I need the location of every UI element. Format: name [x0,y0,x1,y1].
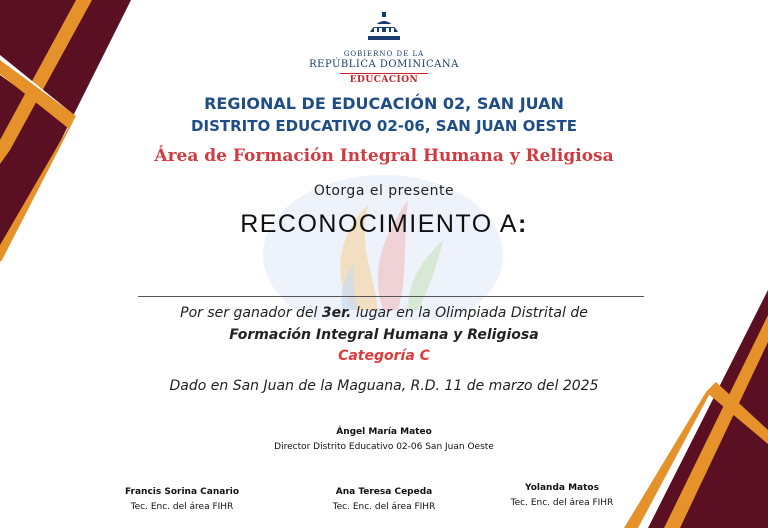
body-line-ganador [0,305,768,321]
logo-line-republica: REPÚBLICA DOMINICANA [309,59,459,70]
body-line-ganador-after: lugar en la Olimpiada Distrital de [351,305,588,321]
bottom-right-maroon-band [648,290,768,528]
reconocimiento-title [0,210,768,239]
signature-director-name: Ángel María Mateo [336,427,432,437]
signature-director-role: Director Distrito Educativo 02-06 San Juan Oeste [274,442,494,452]
signature-right [472,483,652,508]
reconocimiento-text: RECONOCIMIENTO A [240,210,518,238]
recipient-name-line [138,296,644,297]
signature-center-name: Ana Teresa Cepeda [335,487,433,497]
government-logo [300,10,468,90]
distrito-title: DISTRITO EDUCATIVO 02-06, SAN JUAN OESTE [191,117,577,135]
signature-left-role: Tec. Enc. del área FIHR [130,502,234,512]
signature-left-name: Francis Sorina Canario [124,487,240,497]
body-line-fecha: Dado en San Juan de la Maguana, R.D. 11 de marzo del 2025 [169,378,599,394]
area-title: Área de Formación Integral Humana y Religiosa [154,146,614,166]
body-line-formacion: Formación Integral Humana y Religiosa [229,327,539,343]
logo-line-educacion: EDUCACIÓN [349,75,419,85]
otorga-text: Otorga el presente [313,183,455,199]
signature-right-name: Yolanda Matos [525,483,599,493]
signature-director [234,427,534,452]
logo-line-gobierno: GOBIERNO DE LA [343,50,425,58]
signature-right-role: Tec. Enc. del área FIHR [510,498,614,508]
signature-center-role: Tec. Enc. del área FIHR [332,502,436,512]
body-line-ganador-place: 3er. [321,305,352,321]
body-line-ganador-before: Por ser ganador del [180,305,322,321]
signature-center [294,487,474,512]
body-line-categoria: Categoría C [338,348,430,364]
coat-of-arms-icon [300,10,468,44]
reconocimiento-colon: : [517,210,528,238]
logo-divider [340,73,428,74]
signature-left [92,487,272,512]
regional-title: REGIONAL DE EDUCACIÓN 02, SAN JUAN [204,94,564,113]
